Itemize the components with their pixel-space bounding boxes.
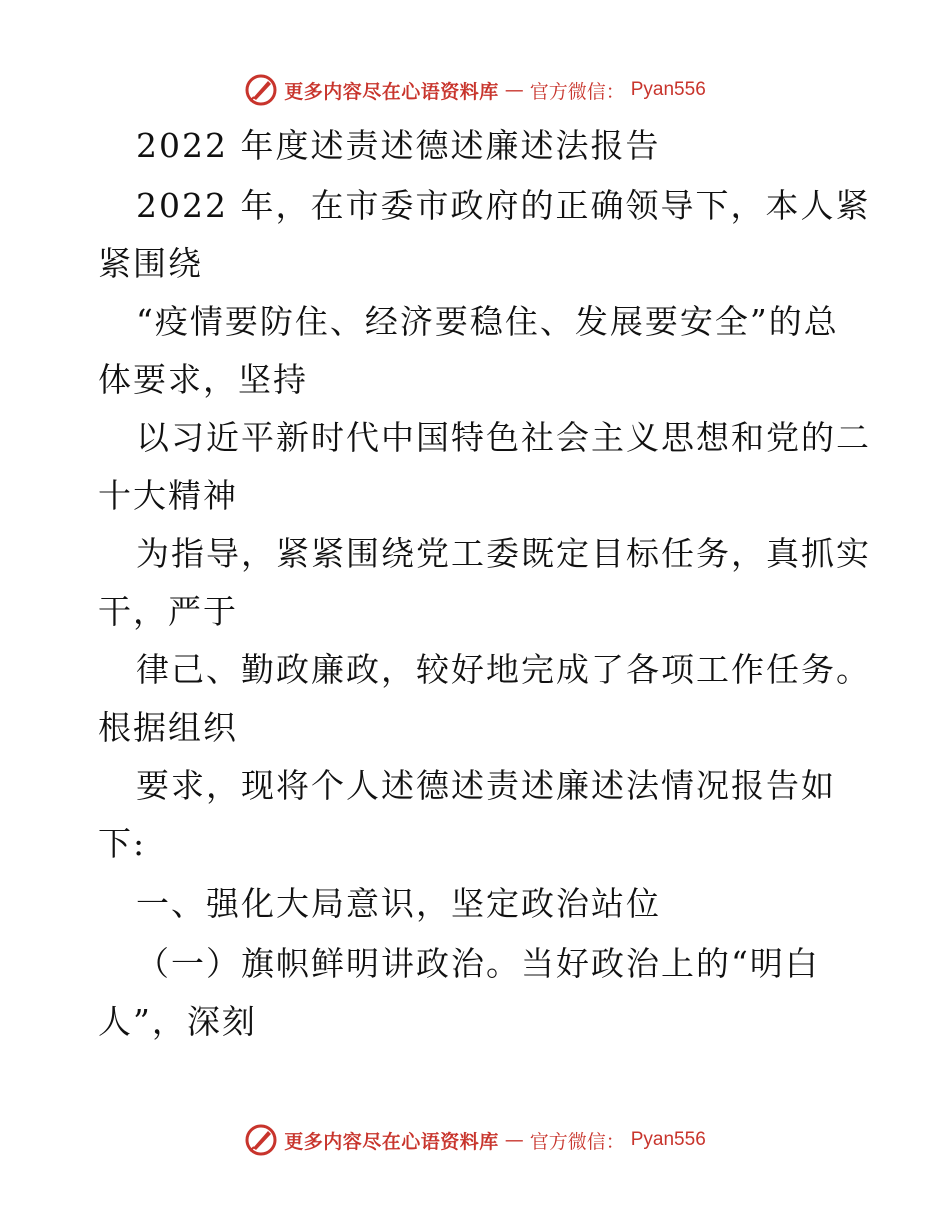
footer-banner <box>0 1120 950 1160</box>
paragraph-line: 人”，深刻 <box>98 1002 257 1041</box>
paragraph-line: 要求，现将个人述德述责述廉述法情况报告如 <box>136 766 836 805</box>
paragraph-line: 干，严于 <box>98 592 238 631</box>
banner-contact: Pyan556 <box>630 1129 706 1150</box>
paragraph-line: 下: <box>98 824 147 863</box>
banner-label: 官方微信： <box>529 80 625 103</box>
paragraph-line: 体要求，坚持 <box>98 360 308 399</box>
banner-brand-text: 更多内容尽在心语资料库 <box>284 80 499 103</box>
banner-brand-text: 更多内容尽在心语资料库 <box>284 1130 499 1153</box>
paragraph-line: （一）旗帜鲜明讲政治。当好政治上的“明白 <box>136 944 820 983</box>
paragraph-line: 根据组织 <box>98 708 238 747</box>
banner-contact: Pyan556 <box>630 79 706 100</box>
paragraph-line: 十大精神 <box>98 476 238 515</box>
paragraph-line: 2022 年，在市委市政府的正确领导下，本人紧 <box>136 186 871 225</box>
section-heading: 一、强化大局意识，坚定政治站位 <box>136 884 661 923</box>
banner-separator: — <box>504 79 524 101</box>
paragraph-line: 律己、勤政廉政，较好地完成了各项工作任务。 <box>136 650 871 689</box>
document-title: 2022 年度述责述德述廉述法报告 <box>136 126 661 165</box>
paragraph-line: “疫情要防住、经济要稳住、发展要安全”的总 <box>136 302 839 341</box>
paragraph-line: 以习近平新时代中国特色社会主义思想和党的二 <box>136 418 871 457</box>
banner-label: 官方微信： <box>529 1130 625 1153</box>
banner-separator: — <box>504 1129 524 1151</box>
paragraph-line: 紧围绕 <box>98 244 203 283</box>
header-banner <box>0 70 950 110</box>
quill-logo-icon <box>244 73 278 107</box>
quill-logo-icon <box>244 1123 278 1157</box>
paragraph-line: 为指导，紧紧围绕党工委既定目标任务，真抓实 <box>136 534 871 573</box>
